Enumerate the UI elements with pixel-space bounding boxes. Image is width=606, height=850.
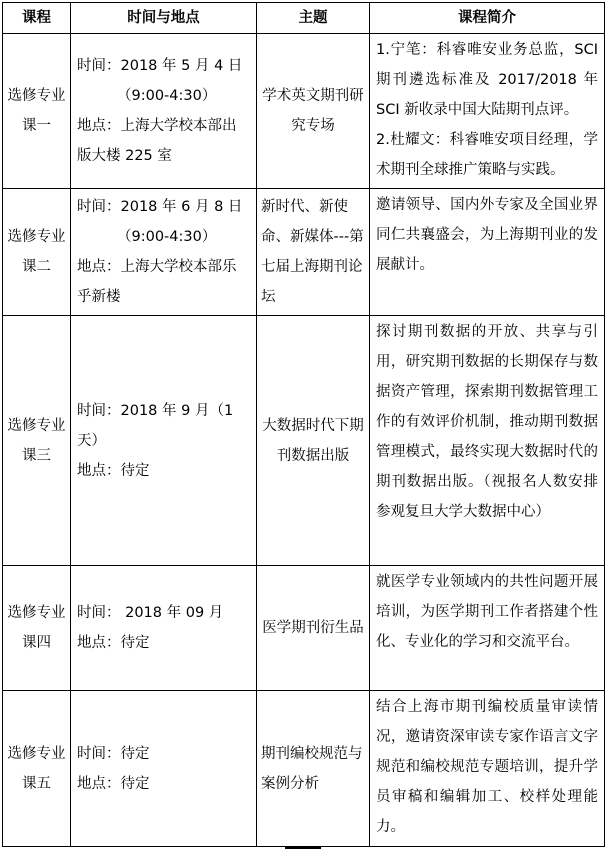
topic-cell: 期刊编校规范与案例分析 <box>257 691 370 847</box>
page-bottom-rule <box>285 847 321 849</box>
time-hours: （9:00-4:30） <box>117 229 217 245</box>
course-name: 选修专业课三 <box>3 316 71 566</box>
topic-cell: 医学期刊衍生品 <box>257 566 370 691</box>
intro-paragraph: 邀请领导、国内外专家及全国业界同仁共襄盛会，为上海期刊业的发展献计。 <box>376 197 598 273</box>
time-place-cell <box>71 316 257 566</box>
topic-cell: 学术英文期刊研究专场 <box>257 34 370 189</box>
intro-paragraph: 探讨期刊数据的开放、共享与引用，研究期刊数据的长期保存与数据资产管理，探索期刊数据管理工作的有效评价机制，推动期刊数据管理模式，最终实现大数据时代的期刊数据出版。（视报名人数安排参观复旦大学大数据中心） <box>376 324 598 520</box>
header-course: 课程 <box>3 3 71 34</box>
course-name: 选修专业课二 <box>3 189 71 316</box>
course-table <box>2 2 605 847</box>
intro-cell <box>370 189 605 316</box>
time-hours: （9:00-4:30） <box>117 88 217 104</box>
time-line: 时间：2018 年 9 月（1 天） <box>77 402 234 449</box>
intro-paragraph: 结合上海市期刊编校质量审读情况，邀请资深审读专家作语言文字规范和编校规范专题培训，提升学员审稿和编辑加工、校样处理能力。 <box>376 699 598 835</box>
time-line: 时间：待定 <box>77 745 150 762</box>
intro-cell <box>370 566 605 691</box>
place-line: 地点：待定 <box>77 462 150 479</box>
table-row <box>3 691 605 847</box>
header-time-place: 时间与地点 <box>71 3 257 34</box>
topic-cell: 大数据时代下期刊数据出版 <box>257 316 370 566</box>
time-place-cell <box>71 691 257 847</box>
table-row <box>3 189 605 316</box>
course-name: 选修专业课四 <box>3 566 71 691</box>
intro-paragraph: 1.宁笔：科睿唯安业务总监，SCI 期刊遴选标准及 2017/2018 年 SCI 新收录中国大陆期刊点评。 <box>376 42 598 118</box>
place-line: 地点：上海大学校本部出版大楼 225 室 <box>77 118 237 164</box>
course-name: 选修专业课五 <box>3 691 71 847</box>
time-place-cell <box>71 189 257 316</box>
time-line: 时间：2018 年 5 月 4 日 <box>77 58 243 74</box>
header-intro: 课程简介 <box>370 3 605 34</box>
header-topic: 主题 <box>257 3 370 34</box>
intro-paragraph: 就医学专业领域内的共性问题开展培训，为医学期刊工作者搭建个性化、专业化的学习和交流平台。 <box>376 574 598 650</box>
place-line: 地点：待定 <box>77 775 150 792</box>
intro-cell <box>370 34 605 189</box>
table-row <box>3 566 605 691</box>
course-name: 选修专业课一 <box>3 34 71 189</box>
topic-cell: 新时代、新使命、新媒体---第七届上海期刊论坛 <box>257 189 370 316</box>
header-row <box>3 3 605 34</box>
table-row <box>3 34 605 189</box>
time-place-cell <box>71 34 257 189</box>
intro-cell <box>370 316 605 566</box>
time-place-cell <box>71 566 257 691</box>
intro-paragraph: 2.杜耀文：科睿唯安项目经理，学术期刊全球推广策略与实践。 <box>376 132 598 178</box>
place-line: 地点：待定 <box>77 635 150 651</box>
table-row <box>3 316 605 566</box>
intro-cell <box>370 691 605 847</box>
time-line: 时间： 2018 年 09 月 <box>77 605 224 621</box>
place-line: 地点：上海大学校本部乐乎新楼 <box>77 259 237 305</box>
time-line: 时间：2018 年 6 月 8 日 <box>77 199 243 215</box>
